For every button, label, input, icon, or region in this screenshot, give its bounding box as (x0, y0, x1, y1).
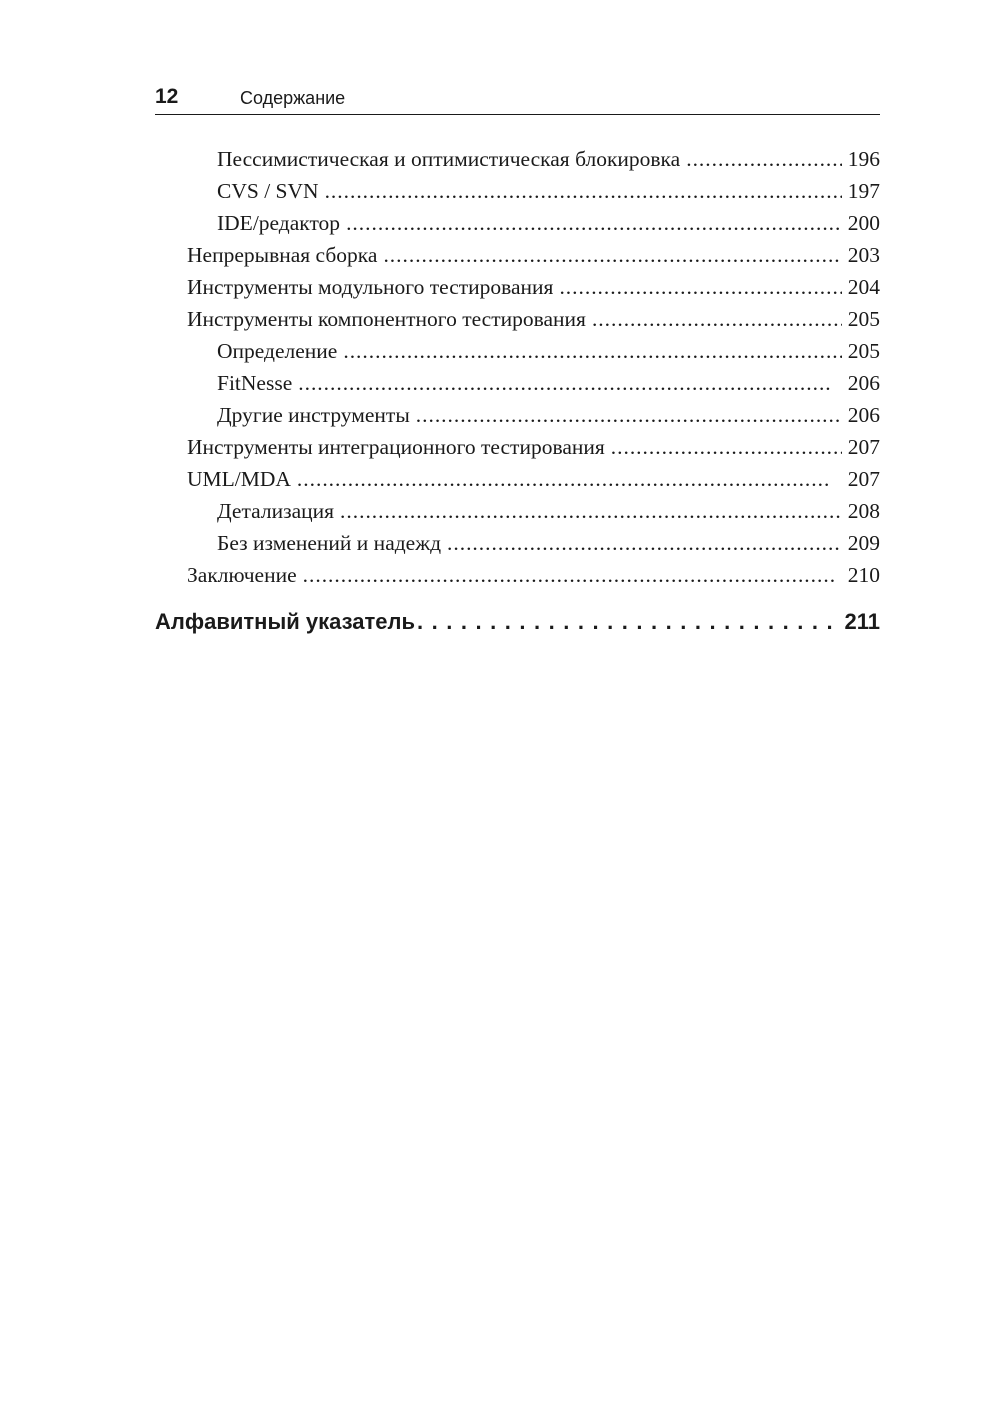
dot-leader (303, 559, 842, 591)
toc-entry-page: 207 (847, 435, 880, 459)
dot-leader (383, 239, 841, 271)
toc-entry-title: UML/MDA (187, 467, 291, 491)
toc-entry-page: 207 (847, 467, 880, 491)
dot-leader (592, 303, 842, 335)
chapter-title: Алфавитный указатель (155, 609, 416, 634)
table-of-contents (155, 143, 880, 591)
toc-entry[interactable] (155, 399, 880, 431)
toc-entry-page: 206 (847, 403, 880, 427)
toc-entry-page: 203 (847, 243, 880, 267)
toc-entry-title: Другие инструменты (217, 403, 410, 427)
toc-entry-page: 205 (847, 339, 880, 363)
toc-entry-page: 196 (847, 147, 880, 171)
toc-entry[interactable] (155, 303, 880, 335)
toc-entry[interactable] (155, 271, 880, 303)
toc-entry[interactable] (155, 527, 880, 559)
chapter-page: 211 (844, 609, 880, 634)
toc-entry[interactable] (155, 367, 880, 399)
dot-leader (325, 175, 842, 207)
toc-entry-title: IDE/редактор (217, 211, 341, 235)
toc-entry-title: CVS / SVN (217, 179, 319, 203)
toc-entry-page: 204 (847, 275, 880, 299)
toc-entry-page: 210 (847, 563, 880, 587)
dot-leader (298, 367, 842, 399)
toc-entry-page: 200 (847, 211, 880, 235)
toc-entry[interactable] (155, 175, 880, 207)
toc-entry[interactable] (155, 559, 880, 591)
toc-entry-title: Заключение (187, 563, 297, 587)
dot-leader (340, 495, 842, 527)
toc-entry-title: Инструменты модульного тестирования (187, 275, 554, 299)
dot-leader (343, 335, 841, 367)
toc-entry-title: Инструменты интеграционного тестирования (187, 435, 605, 459)
page-number: 12 (155, 85, 179, 108)
toc-entry-title: Пессимистическая и оптимистическая блокировка (217, 147, 681, 171)
toc-entry-title: Непрерывная сборка (187, 243, 378, 267)
toc-entry-page: 197 (847, 179, 880, 203)
dot-leader (416, 399, 842, 431)
toc-entry[interactable] (155, 463, 880, 495)
toc-entry-title: FitNesse (217, 371, 293, 395)
dot-leader (447, 527, 842, 559)
toc-entry-page: 208 (847, 499, 880, 523)
toc-entry[interactable] (155, 495, 880, 527)
dot-leader (686, 143, 842, 175)
toc-entry[interactable] (155, 335, 880, 367)
toc-entry[interactable] (155, 239, 880, 271)
toc-entry-title: Инструменты компонентного тестирования (187, 307, 586, 331)
toc-entry[interactable] (155, 207, 880, 239)
toc-entry-title: Определение (217, 339, 338, 363)
toc-entry[interactable] (155, 431, 880, 463)
dot-leader (297, 463, 842, 495)
toc-entry-page: 206 (847, 371, 880, 395)
toc-entry-page: 209 (847, 531, 880, 555)
toc-entry-page: 205 (847, 307, 880, 331)
toc-entry-title: Детализация (217, 499, 335, 523)
dot-leader (417, 604, 834, 640)
toc-entry-title: Без изменений и надежд (217, 531, 442, 555)
dot-leader (346, 207, 842, 239)
dot-leader (611, 431, 842, 463)
toc-entry[interactable] (155, 143, 880, 175)
running-head-title: Содержание (240, 88, 346, 108)
running-header (155, 84, 880, 115)
toc-chapter-entry[interactable] (155, 604, 880, 640)
dot-leader (559, 271, 841, 303)
